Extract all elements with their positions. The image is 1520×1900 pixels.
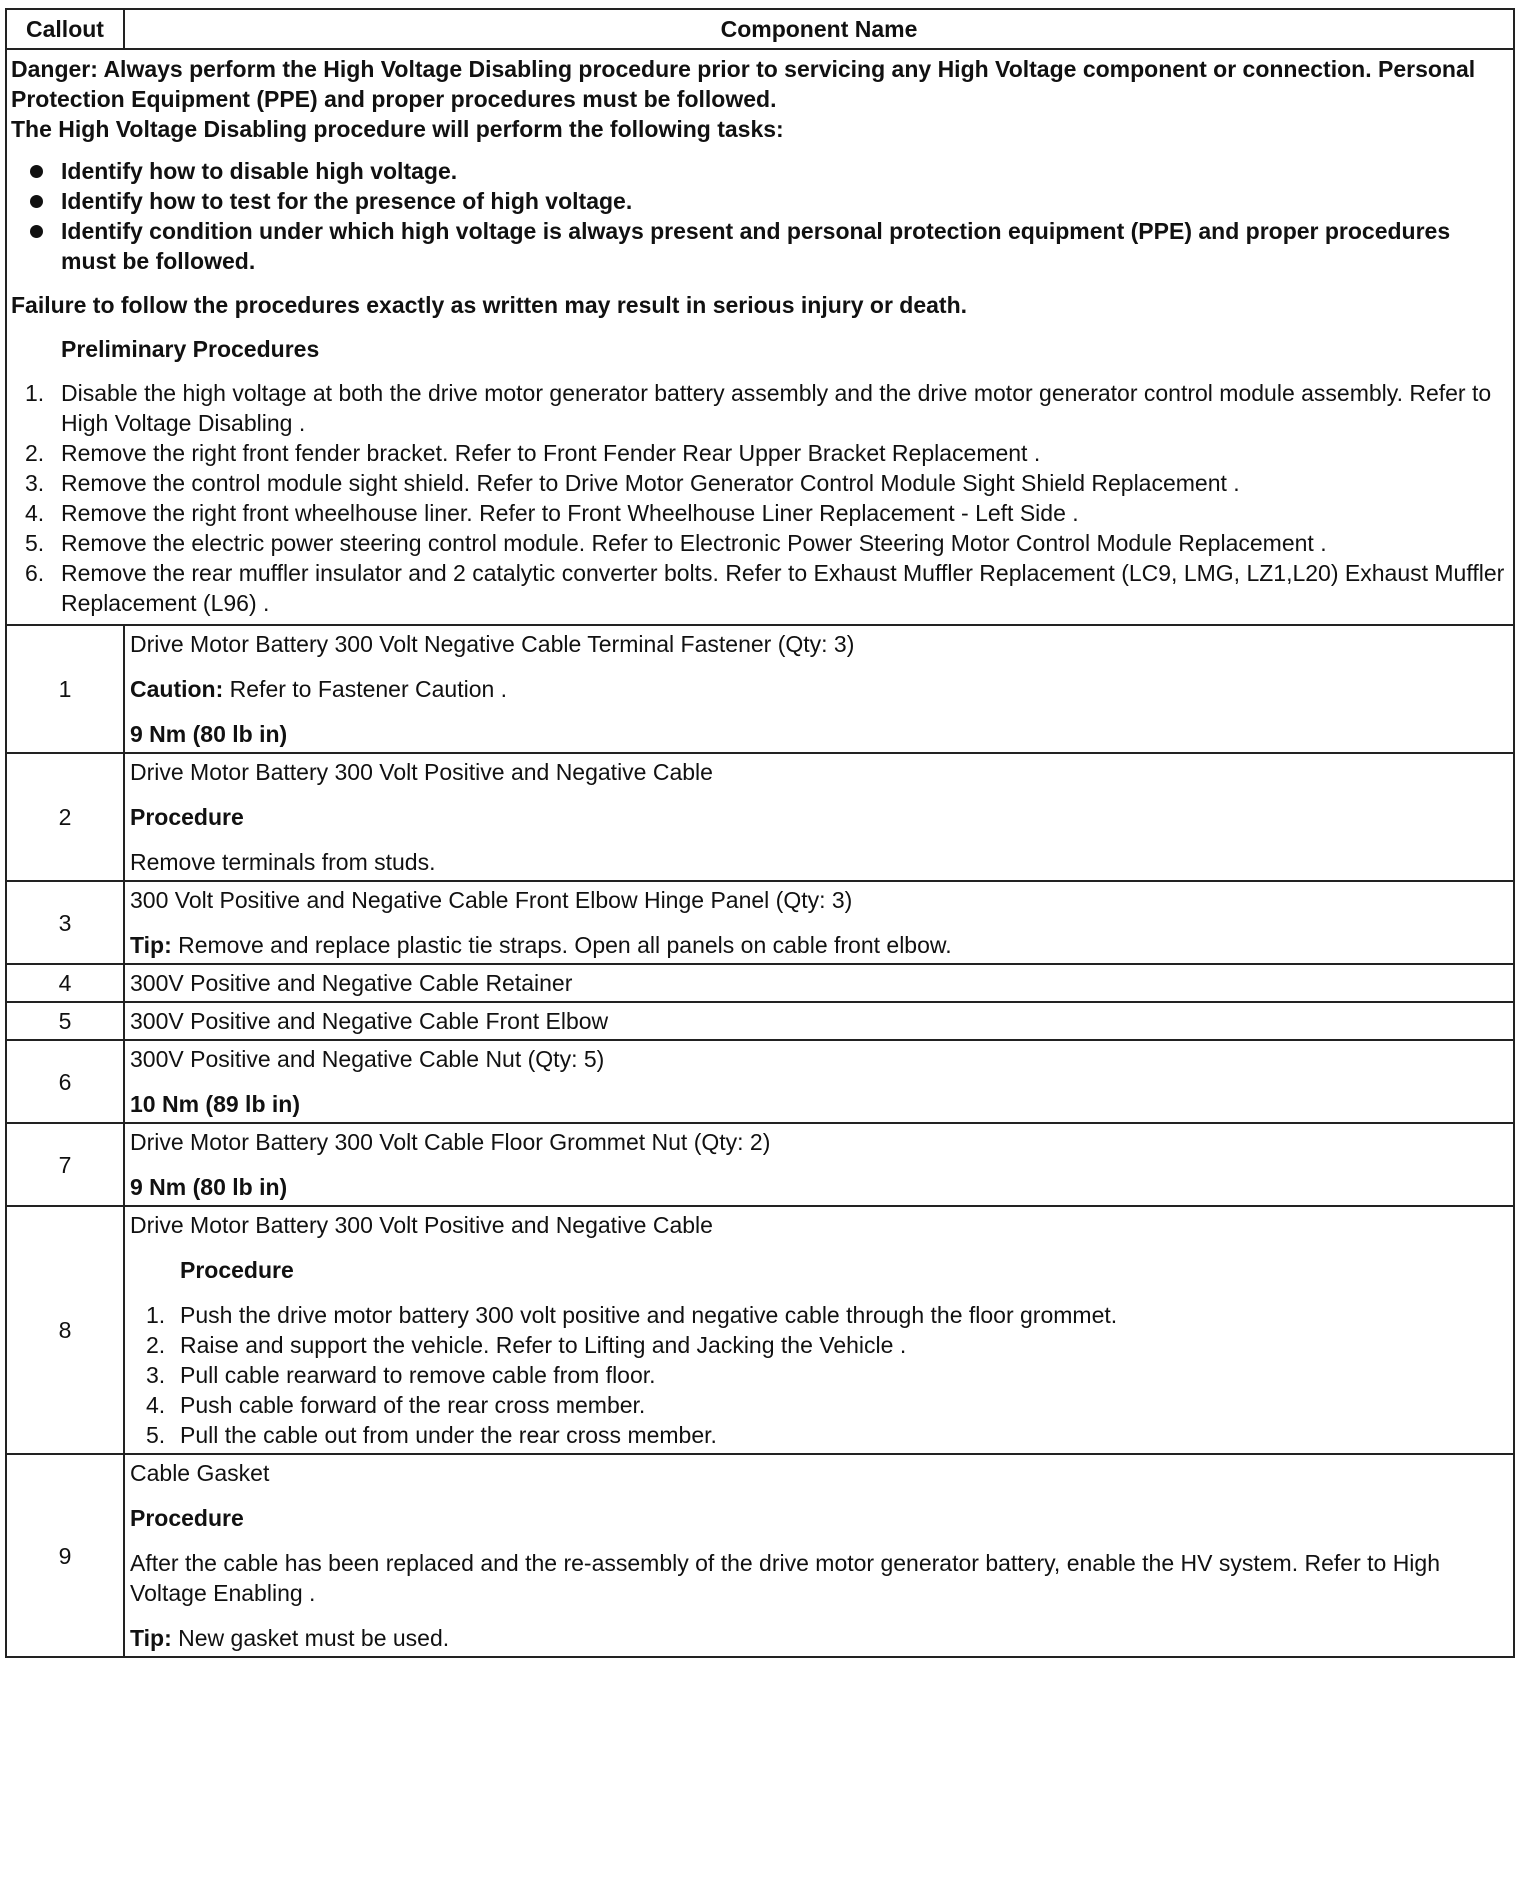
callout-number: 6	[6, 1040, 124, 1123]
header-row	[6, 9, 1514, 49]
component-name: Drive Motor Battery 300 Volt Positive and Negative Cable	[130, 1212, 713, 1238]
failure-warning: Failure to follow the procedures exactly as written may result in serious injury or death.	[11, 292, 968, 318]
step-text: Remove the electric power steering control module. Refer to Electronic Power Steering Motor Control Module Replacement .	[61, 530, 1327, 556]
list-item	[11, 528, 1509, 558]
callout-number: 7	[6, 1123, 124, 1206]
component-cell	[124, 1206, 1514, 1454]
callout-number: 1	[6, 625, 124, 753]
list-item	[130, 1330, 1509, 1360]
table-row	[6, 964, 1514, 1002]
component-cell	[124, 881, 1514, 964]
callout-number: 4	[6, 964, 124, 1002]
procedure-steps	[130, 1300, 1509, 1450]
step-text: Pull the cable out from under the rear cross member.	[180, 1422, 717, 1448]
table-row	[6, 753, 1514, 881]
component-name: Drive Motor Battery 300 Volt Negative Cable Terminal Fastener (Qty: 3)	[130, 631, 855, 657]
component-name: Drive Motor Battery 300 Volt Positive and Negative Cable	[130, 759, 713, 785]
table-row	[6, 625, 1514, 753]
step-number: 2.	[146, 1332, 166, 1358]
list-item	[130, 1420, 1509, 1450]
component-cell	[124, 625, 1514, 753]
tip-label: Tip:	[130, 932, 172, 958]
caution-note	[130, 674, 1509, 704]
step-number: 1.	[146, 1302, 166, 1328]
step-text: Disable the high voltage at both the drive motor generator battery assembly and the drive motor generator control module assembly. Refer to High Voltage Disabling .	[61, 380, 1492, 436]
tip-text: Remove and replace plastic tie straps. Open all panels on cable front elbow.	[171, 932, 952, 958]
tip-text: New gasket must be used.	[171, 1625, 450, 1651]
step-number: 3.	[146, 1362, 166, 1388]
component-cell	[124, 1040, 1514, 1123]
step-number: 4.	[25, 500, 45, 526]
list-item: Identify how to test for the presence of high voltage.	[11, 186, 1509, 216]
preliminary-title: Preliminary Procedures	[61, 336, 320, 362]
tip-note	[130, 930, 1509, 960]
callout-number: 5	[6, 1002, 124, 1040]
step-text: Push cable forward of the rear cross member.	[180, 1392, 646, 1418]
callout-number: 8	[6, 1206, 124, 1454]
list-item	[11, 468, 1509, 498]
list-item	[130, 1390, 1509, 1420]
intro-cell	[6, 49, 1514, 625]
torque-spec: 9 Nm (80 lb in)	[130, 721, 288, 747]
component-table	[5, 8, 1515, 1658]
torque-spec: 9 Nm (80 lb in)	[130, 1174, 288, 1200]
list-item	[11, 558, 1509, 618]
intro-row	[6, 49, 1514, 625]
component-name: 300V Positive and Negative Cable Front Elbow	[130, 1008, 609, 1034]
list-item	[11, 498, 1509, 528]
list-item	[11, 378, 1509, 438]
list-item	[130, 1360, 1509, 1390]
component-cell	[124, 1002, 1514, 1040]
procedure-label: Procedure	[130, 1505, 244, 1531]
component-name-header: Component Name	[124, 9, 1514, 49]
step-number: 5.	[25, 530, 45, 556]
list-item: Identify condition under which high voltage is always present and personal protection equipment (PPE) and proper procedures must be followed.	[11, 216, 1509, 276]
step-text: Remove the rear muffler insulator and 2 catalytic converter bolts. Refer to Exhaust Muffler Replacement (LC9, LMG, LZ1,L20) Exhaust Muffler Replacement (L96) .	[61, 560, 1505, 616]
torque-spec: 10 Nm (89 lb in)	[130, 1091, 300, 1117]
danger-tasks-intro: The High Voltage Disabling procedure will perform the following tasks:	[11, 116, 784, 142]
component-cell	[124, 964, 1514, 1002]
step-text: Remove the control module sight shield. Refer to Drive Motor Generator Control Module Sight Shield Replacement .	[61, 470, 1240, 496]
callout-header: Callout	[6, 9, 124, 49]
step-number: 1.	[25, 380, 45, 406]
list-item	[130, 1300, 1509, 1330]
callout-number: 9	[6, 1454, 124, 1657]
danger-statement: Danger: Always perform the High Voltage Disabling procedure prior to servicing any High Voltage component or connection. Personal Protection Equipment (PPE) and proper procedures must be followed.	[11, 56, 1476, 112]
table-row	[6, 1002, 1514, 1040]
procedure-label: Procedure	[180, 1257, 294, 1283]
step-number: 4.	[146, 1392, 166, 1418]
callout-number: 2	[6, 753, 124, 881]
procedure-label: Procedure	[130, 804, 244, 830]
step-text: Push the drive motor battery 300 volt positive and negative cable through the floor grommet.	[180, 1302, 1118, 1328]
step-text: Remove the right front fender bracket. Refer to Front Fender Rear Upper Bracket Replacement .	[61, 440, 1041, 466]
table-row	[6, 1206, 1514, 1454]
procedure-text: Remove terminals from studs.	[130, 849, 436, 875]
caution-text: Refer to Fastener Caution .	[223, 676, 508, 702]
tip-label: Tip:	[130, 1625, 172, 1651]
callout-number: 3	[6, 881, 124, 964]
step-number: 6.	[25, 560, 45, 586]
component-name: 300V Positive and Negative Cable Nut (Qty: 5)	[130, 1046, 605, 1072]
component-cell	[124, 1454, 1514, 1657]
component-name: Drive Motor Battery 300 Volt Cable Floor Grommet Nut (Qty: 2)	[130, 1129, 771, 1155]
list-item: Identify how to disable high voltage.	[11, 156, 1509, 186]
component-name: Cable Gasket	[130, 1460, 270, 1486]
step-text: Remove the right front wheelhouse liner. Refer to Front Wheelhouse Liner Replacement - Left Side .	[61, 500, 1079, 526]
table-row	[6, 1454, 1514, 1657]
component-name: 300 Volt Positive and Negative Cable Front Elbow Hinge Panel (Qty: 3)	[130, 887, 853, 913]
step-text: Raise and support the vehicle. Refer to Lifting and Jacking the Vehicle .	[180, 1332, 907, 1358]
tip-note	[130, 1623, 1509, 1653]
table-row	[6, 1040, 1514, 1123]
table-row	[6, 881, 1514, 964]
step-number: 3.	[25, 470, 45, 496]
caution-label: Caution:	[130, 676, 224, 702]
component-cell	[124, 1123, 1514, 1206]
component-name: 300V Positive and Negative Cable Retainer	[130, 970, 573, 996]
table-row	[6, 1123, 1514, 1206]
step-number: 5.	[146, 1422, 166, 1448]
danger-task-list	[11, 156, 1509, 276]
step-number: 2.	[25, 440, 45, 466]
list-item	[11, 438, 1509, 468]
step-text: Pull cable rearward to remove cable from floor.	[180, 1362, 656, 1388]
component-cell	[124, 753, 1514, 881]
procedure-text: After the cable has been replaced and the re-assembly of the drive motor generator battery, enable the HV system. Refer to High Voltage Enabling .	[130, 1550, 1441, 1606]
preliminary-steps	[11, 378, 1509, 618]
